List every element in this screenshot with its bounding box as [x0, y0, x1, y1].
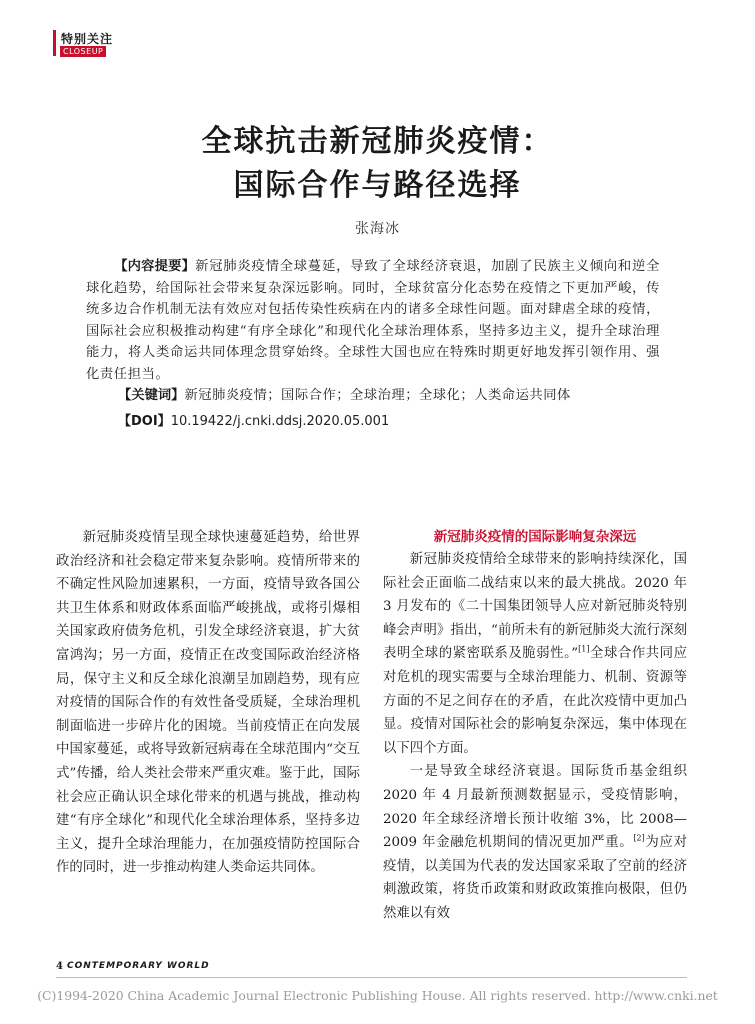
abstract	[86, 256, 660, 386]
copyright-notice: (C)1994-2020 China Academic Journal Electronic Publishing House. All rights reserved. http://www.cnki.net	[37, 988, 718, 1003]
body-paragraph: 新冠肺炎疫情呈现全球快速蔓延趋势，给世界政治经济和社会稳定带来复杂影响。疫情所带来的不确定性风险加速累积，一方面，疫情导致各国公共卫生体系和财政体系面临严峻挑战，或将引爆相关国家政府债务危机，引发全球经济衰退，扩大贫富鸿沟；另一方面，疫情正在改变国际政治经济格局，保守主义和反全球化浪潮呈加剧趋势，现有应对疫情的国际合作的有效性备受质疑，全球治理机制面临进一步碎片化的困境。当前疫情正在向发展中国家蔓延，或将导致新冠病毒在全球范围内“交互式”传播，给人类社会带来严重灾难。鉴于此，国际社会应正确认识全球化带来的机遇与挑战，推动构建“有序全球化”和现代化全球治理体系，坚持多边主义，提升全球治理能力，在加强疫情防控国际合作的同时，进一步推动构建人类命运共同体。	[56, 530, 360, 876]
body-paragraph	[383, 548, 687, 760]
article-author: 张海冰	[355, 221, 400, 237]
paragraph-text: 新冠肺炎疫情给全球带来的影响持续深化，国际社会正面临二战结束以来的最大挑战。2020 年 3 月发布的《二十国集团领导人应对新冠肺炎特别峰会声明》指出，“前所未有的新冠肺炎大流行深刻表明全球的紧密联系及脆弱性。”	[383, 552, 687, 662]
doi-label: 【DOI】	[118, 414, 171, 429]
abstract-text: 新冠肺炎疫情全球蔓延，导致了全球经济衰退，加剧了民族主义倾向和逆全球化趋势，给国际社会带来复杂深远影响。同时，全球贫富分化态势在疫情之下更加严峻，传统多边合作机制无法有效应对包括传染性疾病在内的诸多全球性问题。面对肆虐全球的疫情，国际社会应积极推动构建“有序全球化”和现代化全球治理体系，坚持多边主义，提升全球治理能力，将人类命运共同体理念贯穿始终。全球性大国也应在特殊时期更好地发挥引领作用、强化责任担当。	[86, 259, 660, 382]
footer-divider	[56, 977, 687, 978]
page-number: 4	[56, 961, 63, 972]
paragraph-text: 一是导致全球经济衰退。国际货币基金组织 2020 年 4 月最新预测数据显示，受疫情影响，2020 年全球经济增长预计收缩 3%，比 2008—2009 年金融危机期间的情况更加严重。	[383, 764, 687, 851]
doi-link[interactable]: 10.19422/j.cnki.ddsj.2020.05.001	[170, 414, 390, 429]
section-tag: CLOSEUP	[60, 46, 106, 57]
body-paragraph	[383, 760, 687, 925]
keywords	[118, 384, 678, 403]
body-left-column	[56, 526, 360, 880]
journal-name: CONTEMPORARY WORLD	[67, 961, 210, 971]
section-accent-bar	[53, 30, 56, 56]
section-heading: 新冠肺炎疫情的国际影响复杂深远	[433, 529, 637, 545]
article-title-line1: 全球抗击新冠肺炎疫情：	[201, 124, 554, 159]
citation-ref[interactable]: [2]	[633, 833, 645, 843]
doi	[118, 410, 389, 429]
keywords-text: 新冠肺炎疫情；国际合作；全球治理；全球化；人类命运共同体	[184, 388, 571, 403]
section-title: 特别关注	[61, 32, 114, 46]
abstract-label: 【内容提要】	[114, 259, 196, 274]
article-title-line2: 国际合作与路径选择	[233, 168, 522, 203]
keywords-label: 【关键词】	[118, 388, 185, 403]
paragraph-text: 全球合作共同应对危机的现实需要与全球治理能力、机制、资源等方面的不足之间存在的矛盾，在此次疫情中更加凸显。疫情对国际社会的影响复杂深远，集中体现在以下四个方面。	[383, 646, 687, 756]
paragraph-text: 为应对疫情，以美国为代表的发达国家采取了空前的经济刺激政策，将货币政策和财政政策推向极限，但仍然难以有效	[383, 835, 688, 921]
citation-ref[interactable]: [1]	[578, 644, 590, 654]
body-right-column	[383, 548, 687, 926]
